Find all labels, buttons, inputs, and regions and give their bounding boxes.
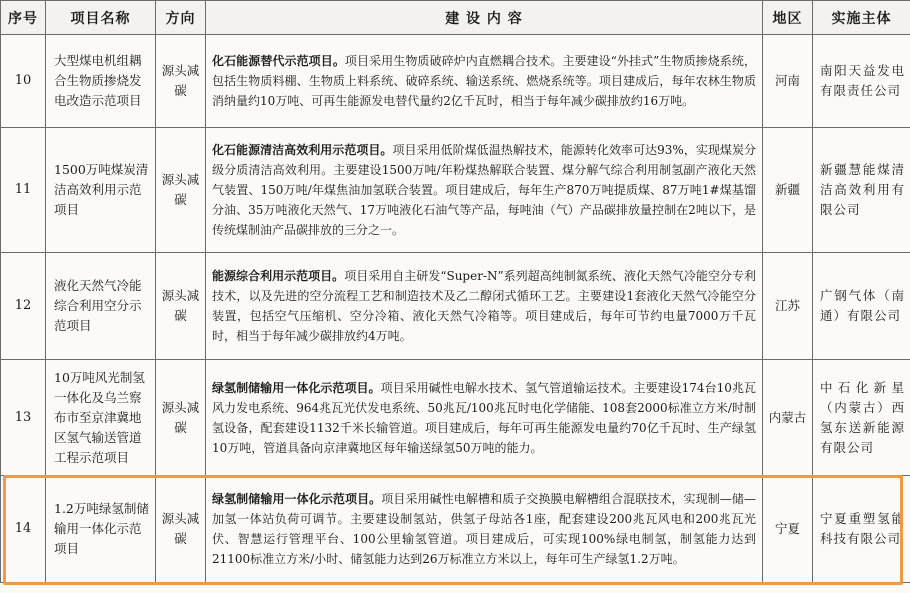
project-direction: 源头减碳	[156, 128, 206, 253]
row-number: 10	[1, 35, 46, 128]
project-entity: 新疆慧能煤清洁高效利用有限公司	[813, 128, 910, 253]
project-region: 新疆	[763, 128, 813, 253]
project-region: 江苏	[763, 253, 813, 360]
project-direction: 源头减碳	[156, 476, 206, 583]
table-header-row	[1, 1, 910, 35]
header-region: 地区	[763, 1, 813, 35]
project-content	[206, 35, 763, 128]
project-name: 10万吨风光制氢一体化及乌兰察布市至京津冀地区氢气输送管道工程示范项目	[46, 360, 156, 476]
content-body: 项目采用碱性电解水技术、氢气管道输运技术。主要建设174台10兆瓦风力发电系统、964兆瓦光伏发电系统、50兆瓦/100兆瓦时电化学储能、108套2000标准立方米/时制氢设备，配套建设1132千米长输管道。项目建成后，每年可再生能源发电量约70亿千瓦时、生产绿氢10万吨，管道具备向京津冀地区每年输送绿氢50万吨的能力。	[212, 380, 756, 455]
project-content	[206, 360, 763, 476]
header-content: 建 设 内 容	[206, 1, 763, 35]
content-title: 化石能源替代示范项目。	[212, 54, 345, 68]
project-direction: 源头减碳	[156, 360, 206, 476]
project-region: 内蒙古	[763, 360, 813, 476]
project-content	[206, 476, 763, 583]
header-direction: 方向	[156, 1, 206, 35]
content-title: 绿氢制储输用一体化示范项目。	[212, 380, 381, 395]
content-body: 项目采用生物质破碎炉内直燃耦合技术。主要建设“外挂式”生物质掺烧系统，包括生物质料棚、生物质上料系统、破碎系统、输送系统、燃烧系统等。项目建成后，每年农林生物质消纳量约10万吨、可再生能源发电替代量约2亿千瓦时，相当于每年减少碳排放约16万吨。	[212, 54, 756, 108]
row-number: 13	[1, 360, 46, 476]
project-name: 1.2万吨绿氢制储输用一体化示范项目	[46, 476, 156, 583]
table-row	[1, 253, 910, 360]
content-title: 绿氢制储输用一体化示范项目。	[212, 492, 382, 506]
content-title: 能源综合利用示范项目。	[212, 269, 345, 283]
table-row	[1, 128, 910, 253]
project-region: 宁夏	[763, 476, 813, 583]
table-row	[1, 360, 910, 476]
content-body: 项目采用低阶煤低温热解技术，能源转化效率可达93%，实现煤炭分级分质清洁高效利用。主要建设1500万吨/年粉煤热解联合装置、煤分解气综合利用制氢副产液化天然气装置、150万吨/年煤焦油加氢联合装置。项目建成后，每年生产870万吨提质煤、87万吨1#煤基馏分油、35万吨液化天然气、17万吨液化石油气等产品，每吨油（气）产品碳排放量控制在2吨以下，是传统煤制油产品碳排放的三分之一。	[212, 143, 756, 237]
header-no: 序号	[1, 1, 46, 35]
table-row	[1, 35, 910, 128]
content-body: 项目采用碱性电解槽和质子交换膜电解槽组合混联技术，实现制—储—加氢一体站负荷可调节。主要建设制氢站，供氢子母站各1座，配套建设200兆瓦风电和200兆瓦光伏、智慧运行管理平台、100公里输氢管道。项目建成后，可实现100%绿电制氢，制氢能力达到21100标准立方米/小时、储氢能力达到26万标准立方米以上，每年可生产绿氢1.2万吨。	[212, 492, 756, 566]
row-number: 11	[1, 128, 46, 253]
project-name: 1500万吨煤炭清洁高效利用示范项目	[46, 128, 156, 253]
row-number: 14	[1, 476, 46, 583]
row-number: 12	[1, 253, 46, 360]
project-direction: 源头减碳	[156, 253, 206, 360]
project-entity: 中石化新星（内蒙古）西氢东送新能源有限公司	[813, 360, 910, 476]
project-entity: 南阳天益发电有限责任公司	[813, 35, 910, 128]
content-body: 项目采用自主研发“Super-N”系列超高纯制氮系统、液化天然气冷能空分专利技术，以及先进的空分流程工艺和制造技术及乙二醇闭式循环工艺。主要建设1套液化天然气冷能空分装置，包括空气压缩机、空分冷箱、液化天然气冷箱等。项目建成后，每年可节约电量7000万千瓦时，相当于每年减少碳排放约4万吨。	[212, 269, 756, 343]
project-content	[206, 253, 763, 360]
project-content	[206, 128, 763, 253]
project-name: 大型煤电机组耦合生物质掺烧发电改造示范项目	[46, 35, 156, 128]
project-direction: 源头减碳	[156, 35, 206, 128]
header-name: 项目名称	[46, 1, 156, 35]
content-title: 化石能源清洁高效利用示范项目。	[212, 143, 393, 157]
project-region: 河南	[763, 35, 813, 128]
header-entity: 实施主体	[813, 1, 910, 35]
project-entity: 宁夏重塑氢能科技有限公司	[813, 476, 910, 583]
table-row-highlighted	[1, 476, 910, 583]
project-name: 液化天然气冷能综合利用空分示范项目	[46, 253, 156, 360]
project-entity: 广钢气体（南通）有限公司	[813, 253, 910, 360]
